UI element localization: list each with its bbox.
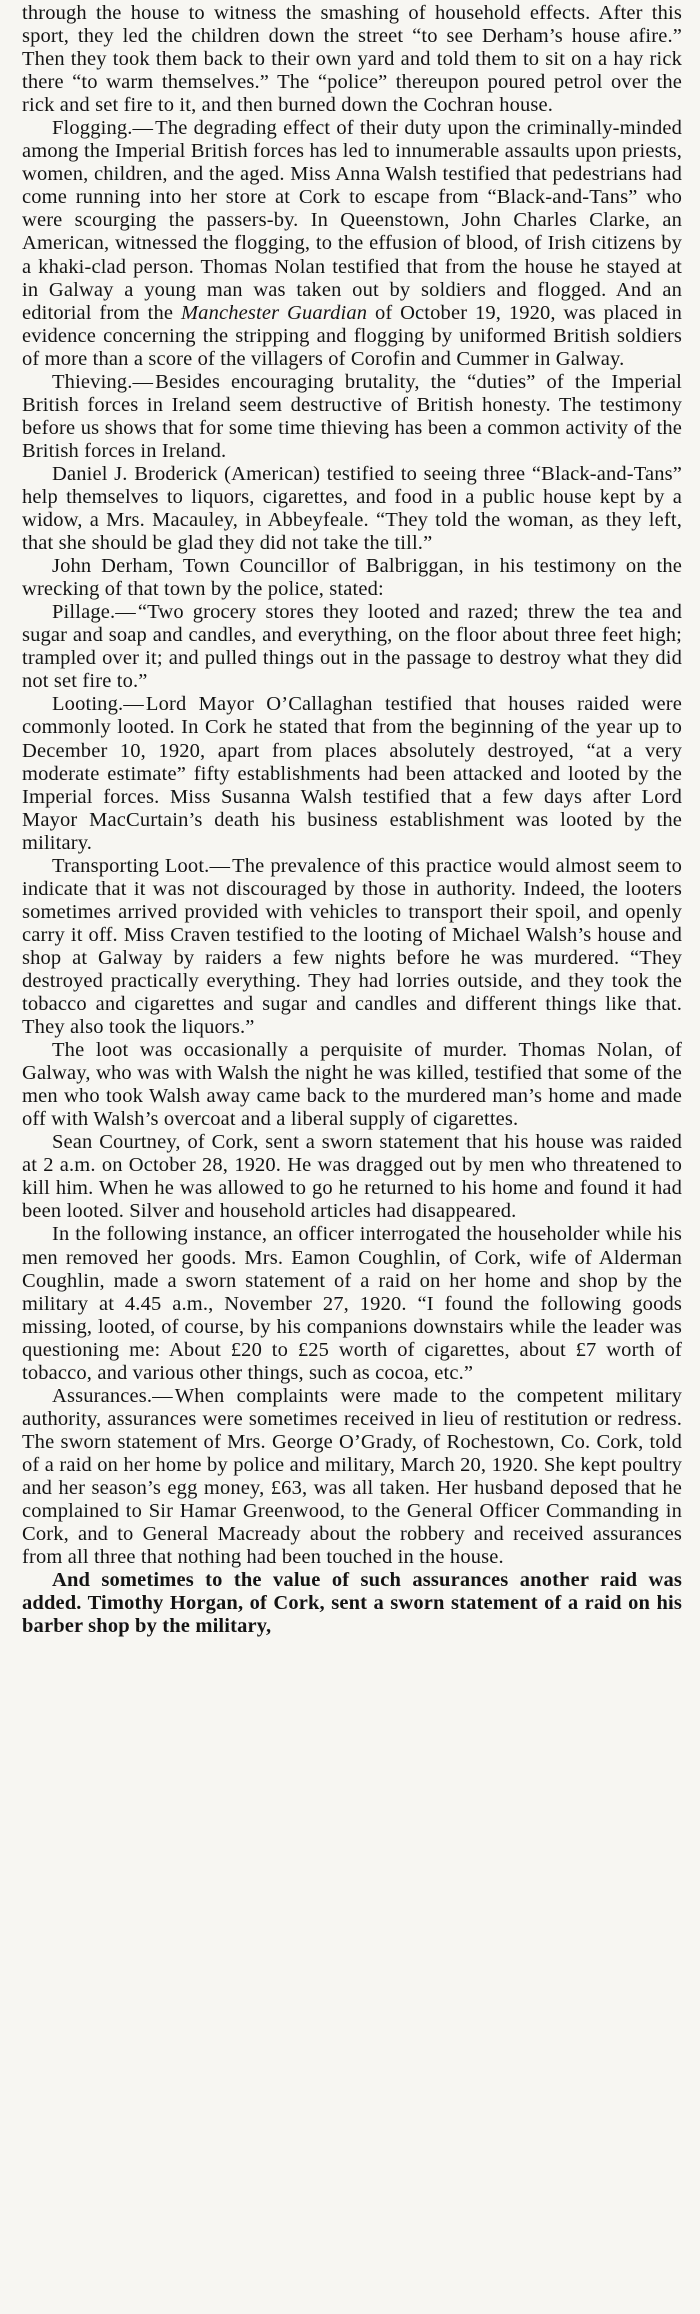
section-heading-flogging: Flogging.— bbox=[52, 117, 154, 140]
paragraph-text: And sometimes to the value of such assurances another raid was added. Timothy Horgan, of Cork, sent a sworn statement of a raid on his barber shop by the military, bbox=[22, 1569, 682, 1638]
paragraph-coughlin bbox=[22, 1223, 682, 1384]
paragraph-text: The loot was occasionally a perquisite of murder. Thomas Nolan, of Galway, who was with Walsh the night he was killed, testified that some of the men who took Walsh away came back to the murdered man’s home and made off with Walsh’s overcoat and a liberal supply of cigarettes. bbox=[22, 1039, 682, 1131]
paragraph-assurances bbox=[22, 1385, 682, 1569]
paragraph-broderick bbox=[22, 463, 682, 555]
paragraph-looting bbox=[22, 693, 682, 854]
paragraph-text: through the house to witness the smashing of household effects. After this sport, they led the children down the street “to see Derham’s house afire.” Then they took them back to their own yard and told them to sit on a hay rick there “to warm themselves.” The “police” thereupon poured petrol over the rick and set fire to it, and then burned down the Cochran house. bbox=[22, 2, 682, 117]
paragraph-derham-testimony bbox=[22, 555, 682, 601]
paragraph-text: Besides encouraging brutality, the “duties” of the Imperial British forces in Ireland seem destructive of British honesty. The testimony before us shows that for some time thieving has been a common activity of the British forces in Ireland. bbox=[22, 370, 682, 462]
paragraph-text: John Derham, Town Councillor of Balbriggan, in his testimony on the wrecking of that town by the police, stated: bbox=[22, 555, 682, 601]
paragraph-text: In the following instance, an officer interrogated the householder while his men removed her goods. Mrs. Eamon Coughlin, of Cork, wife of Alderman Coughlin, made a sworn statement of a raid on her home and shop by the military at 4.45 a.m., November 27, 1920. “I found the following goods missing, looted, of course, by his companions downstairs while the leader was questioning me: About £20 to £25 worth of cigarettes, about £7 worth of tobacco, and various other things, such as cocoa, etc.” bbox=[22, 1223, 682, 1384]
paragraph-thieving bbox=[22, 371, 682, 463]
section-heading-transporting-loot: Transporting Loot.— bbox=[52, 854, 231, 877]
paragraph-text: The prevalence of this practice would almost seem to indicate that it was not discouraged by those in authority. Indeed, the looters sometimes arrived provided with vehicles to transport their spoil, and openly carry it off. Miss Craven testified to the looting of Michael Walsh’s house and shop at Galway by raiders a few nights before he was murdered. “They destroyed practically everything. They had lorries outside, and they took the tobacco and cigarettes and sugar and candles and different things like that. They also took the liquors.” bbox=[22, 854, 682, 1039]
paragraph-text: Daniel J. Broderick (American) testified to seeing three “Black-and-Tans” help themselves to liquors, cigarettes, and food in a public house kept by a widow, a Mrs. Macauley, in Abbeyfeale. “They told the woman, as they left, that she should be glad they did not take the till.” bbox=[22, 462, 682, 555]
paragraph-horgan bbox=[22, 1569, 682, 1638]
section-heading-looting: Looting.— bbox=[52, 693, 144, 716]
paragraph-flogging bbox=[22, 117, 682, 371]
paragraph-text: Sean Courtney, of Cork, sent a sworn statement that his house was raided at 2 a.m. on October 28, 1920. He was dragged out by men who threatened to kill him. When he was allowed to go he returned to his home and found it had been looted. Silver and household articles had disappeared. bbox=[22, 1131, 682, 1223]
paragraph-text: Lord Mayor O’Callaghan testified that houses raided were commonly looted. In Cork he stated that from the beginning of the year up to December 10, 1920, apart from places absolutely destroyed, “at a very moderate estimate” fifty establishments had been attacked and looted by the Imperial forces. Miss Susanna Walsh testified that a few days after Lord Mayor MacCurtain’s death his business establishment was looted by the military. bbox=[22, 693, 682, 854]
section-heading-thieving: Thieving.— bbox=[52, 370, 154, 393]
paragraph-transporting-loot bbox=[22, 855, 682, 1039]
paragraph-text: The degrading effect of their duty upon the criminally-minded among the Imperial British forces has led to innumerable assaults upon priests, women, children, and the aged. Miss Anna Walsh testified that pedestrians had come running into her store at Cork to escape from “Black-and-Tans” who were scourging the passers-by. In Queenstown, John Charles Clarke, an American, witnessed the flogging, to the effusion of blood, of Irish citizens by a khaki-clad person. Thomas Nolan testified that from the house he stayed at in Galway a young man was taken out by soldiers and flogged. And an editorial from the bbox=[22, 117, 682, 324]
paragraph-loot-murder bbox=[22, 1039, 682, 1131]
paragraph-courtney bbox=[22, 1131, 682, 1223]
paragraph-pillage bbox=[22, 601, 682, 693]
section-heading-assurances: Assurances.— bbox=[52, 1384, 173, 1407]
paragraph-text: When complaints were made to the competent military authority, assurances were sometimes received in lieu of restitution or redress. The sworn statement of Mrs. George O’Grady, of Rochestown, Co. Cork, told of a raid on her home by police and military, March 20, 1920. She kept poultry and her season’s egg money, £63, was all taken. Her husband deposed that he complained to Sir Hamar Greenwood, to the General Officer Commanding in Cork, and to General Macready about the robbery and received assurances from all three that nothing had been touched in the house. bbox=[22, 1384, 682, 1569]
paragraph-text: “Two grocery stores they looted and razed; threw the tea and sugar and soap and candles, and everything, on the floor about three feet high; trampled over it; and pulled things out in the passage to destroy what they did not set fire to.” bbox=[22, 601, 682, 693]
paragraph-text-continued: of October 19, 1920, was placed in evidence concerning the stripping and flogging by uniformed British soldiers of more than a score of the villagers of Corofin and Cummer in Galway. bbox=[22, 301, 682, 370]
newspaper-title: Manchester Guardian bbox=[180, 301, 368, 324]
section-heading-pillage: Pillage.— bbox=[52, 601, 136, 624]
paragraph-derham-house bbox=[22, 2, 682, 117]
